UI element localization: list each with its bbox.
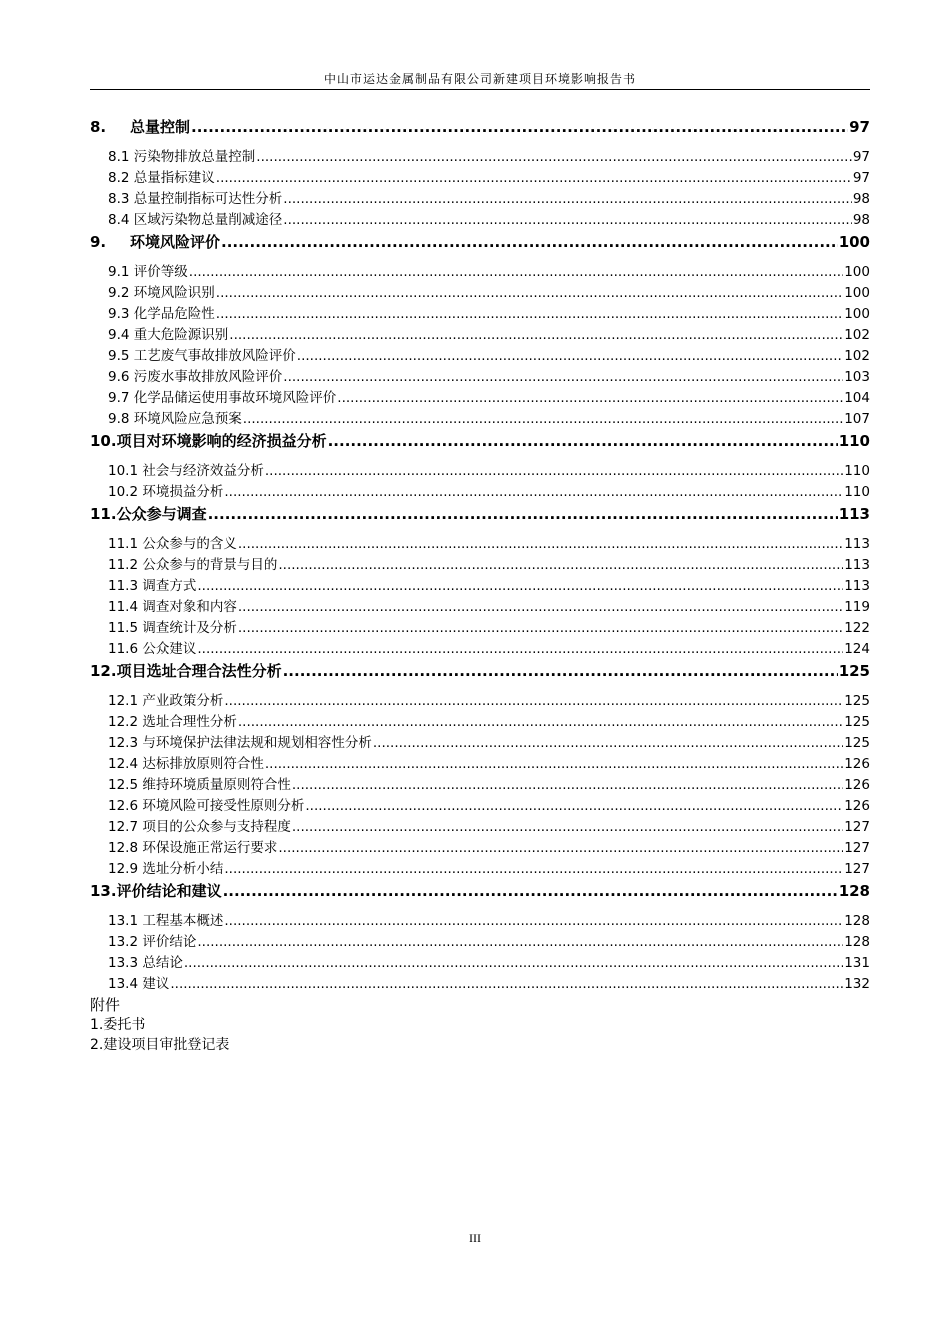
section-number: 9.1 xyxy=(108,264,130,280)
toc-chapter-entry[interactable] xyxy=(90,231,870,255)
chapter-page-number: 128 xyxy=(838,882,870,900)
appendix-block xyxy=(90,994,870,1054)
section-number: 9.4 xyxy=(108,327,130,343)
section-page-number: 124 xyxy=(844,641,870,657)
section-page-number: 100 xyxy=(844,285,870,301)
section-heading xyxy=(108,815,291,835)
section-heading xyxy=(108,637,196,657)
section-title: 选址合理性分析 xyxy=(142,714,237,730)
section-page-number: 100 xyxy=(844,264,870,280)
dot-leader xyxy=(197,641,843,657)
section-title: 化学品储运使用事故环境风险评价 xyxy=(133,390,337,406)
section-number: 11.1 xyxy=(108,536,139,552)
toc-section-entry[interactable] xyxy=(90,365,870,386)
chapter-number: 10. xyxy=(90,432,117,450)
toc-section-entry[interactable] xyxy=(90,344,870,365)
section-heading xyxy=(108,386,336,406)
dot-leader xyxy=(224,484,843,500)
section-title: 总量指标建议 xyxy=(133,170,215,186)
section-page-number: 98 xyxy=(852,191,870,207)
section-number: 9.6 xyxy=(108,369,130,385)
section-page-number: 125 xyxy=(844,693,870,709)
section-number: 13.1 xyxy=(108,913,139,929)
toc-section-entry[interactable] xyxy=(90,574,870,595)
toc-section-entry[interactable] xyxy=(90,532,870,553)
section-heading xyxy=(108,145,255,165)
chapter-number: 11. xyxy=(90,505,117,523)
section-page-number: 128 xyxy=(844,913,870,929)
toc-section-entry[interactable] xyxy=(90,208,870,229)
section-number: 9.7 xyxy=(108,390,130,406)
chapter-heading xyxy=(90,116,190,137)
toc-section-entry[interactable] xyxy=(90,386,870,407)
chapter-heading xyxy=(90,880,222,901)
section-title: 环境风险可接受性原则分析 xyxy=(142,798,305,814)
section-title: 评价等级 xyxy=(133,264,188,280)
section-heading xyxy=(108,972,169,992)
dot-leader xyxy=(208,505,838,523)
section-number: 8.3 xyxy=(108,191,130,207)
header-divider xyxy=(90,89,870,90)
section-heading xyxy=(108,281,215,301)
chapter-page-number: 100 xyxy=(838,233,870,251)
toc-section-entry[interactable] xyxy=(90,166,870,187)
running-header: 中山市运达金属制品有限公司新建项目环境影响报告书 xyxy=(323,72,636,86)
section-page-number: 97 xyxy=(852,149,870,165)
section-heading xyxy=(108,480,223,500)
section-heading xyxy=(108,836,277,856)
section-title: 维持环境质量原则符合性 xyxy=(142,777,291,793)
section-number: 12.7 xyxy=(108,819,139,835)
toc-section-entry[interactable] xyxy=(90,616,870,637)
toc-section-entry[interactable] xyxy=(90,302,870,323)
chapter-title: 项目对环境影响的经济损益分析 xyxy=(116,432,327,450)
section-heading xyxy=(108,166,215,186)
section-title: 公众参与的背景与目的 xyxy=(142,557,278,573)
toc-section-entry[interactable] xyxy=(90,752,870,773)
section-page-number: 113 xyxy=(844,536,870,552)
appendix-title: 附件 xyxy=(90,996,121,1014)
dot-leader xyxy=(224,913,843,929)
chapter-page-number: 113 xyxy=(838,505,870,523)
section-heading xyxy=(108,773,291,793)
section-number: 11.3 xyxy=(108,578,139,594)
section-heading xyxy=(108,407,242,427)
toc-section-entry[interactable] xyxy=(90,815,870,836)
dot-leader xyxy=(216,170,852,186)
section-heading xyxy=(108,344,296,364)
dot-leader xyxy=(216,306,843,322)
section-number: 12.4 xyxy=(108,756,139,772)
section-number: 9.2 xyxy=(108,285,130,301)
dot-leader xyxy=(292,777,843,793)
section-number: 9.8 xyxy=(108,411,130,427)
toc-section-entry[interactable] xyxy=(90,260,870,281)
section-number: 13.3 xyxy=(108,955,139,971)
dot-leader xyxy=(238,714,843,730)
dot-leader xyxy=(197,934,843,950)
toc-section-entry[interactable] xyxy=(90,836,870,857)
toc-section-entry[interactable] xyxy=(90,145,870,166)
section-page-number: 125 xyxy=(844,735,870,751)
section-heading xyxy=(108,260,188,280)
toc-section-entry[interactable] xyxy=(90,553,870,574)
section-title: 总结论 xyxy=(142,955,183,971)
section-heading xyxy=(108,574,196,594)
section-heading xyxy=(108,595,237,615)
chapter-heading xyxy=(90,660,282,681)
section-number: 13.2 xyxy=(108,934,139,950)
dot-leader xyxy=(297,348,843,364)
toc-section-entry[interactable] xyxy=(90,689,870,710)
dot-leader xyxy=(223,882,838,900)
dot-leader xyxy=(256,149,852,165)
toc-chapter-entry[interactable] xyxy=(90,880,870,904)
dot-leader xyxy=(191,118,848,136)
section-title: 总量控制指标可达性分析 xyxy=(133,191,283,207)
section-title: 环境风险识别 xyxy=(133,285,215,301)
toc-section-entry[interactable] xyxy=(90,637,870,658)
page-number: III xyxy=(469,1231,481,1245)
toc-section-entry[interactable] xyxy=(90,951,870,972)
dot-leader xyxy=(216,285,843,301)
toc-chapter-entry[interactable] xyxy=(90,660,870,684)
section-number: 8.4 xyxy=(108,212,130,228)
section-title: 评价结论 xyxy=(142,934,197,950)
section-heading xyxy=(108,930,196,950)
toc-section-entry[interactable] xyxy=(90,407,870,428)
section-number: 11.2 xyxy=(108,557,139,573)
dot-leader xyxy=(238,536,843,552)
section-heading xyxy=(108,794,304,814)
section-title: 调查统计及分析 xyxy=(142,620,237,636)
toc-section-entry[interactable] xyxy=(90,930,870,951)
chapter-title: 环境风险评价 xyxy=(130,233,221,251)
section-title: 公众参与的含义 xyxy=(142,536,237,552)
section-title: 化学品危险性 xyxy=(133,306,215,322)
section-page-number: 127 xyxy=(844,861,870,877)
toc-section-entry[interactable] xyxy=(90,187,870,208)
section-number: 13.4 xyxy=(108,976,139,992)
section-page-number: 110 xyxy=(844,484,870,500)
section-number: 12.3 xyxy=(108,735,139,751)
section-page-number: 126 xyxy=(844,798,870,814)
section-page-number: 122 xyxy=(844,620,870,636)
section-heading xyxy=(108,689,223,709)
section-page-number: 126 xyxy=(844,756,870,772)
section-number: 10.1 xyxy=(108,463,139,479)
section-heading xyxy=(108,752,264,772)
dot-leader xyxy=(278,840,843,856)
section-heading xyxy=(108,302,215,322)
section-heading xyxy=(108,710,237,730)
section-heading xyxy=(108,951,183,971)
section-page-number: 131 xyxy=(844,955,870,971)
chapter-page-number: 125 xyxy=(838,662,870,680)
section-number: 11.5 xyxy=(108,620,139,636)
chapter-title: 公众参与调查 xyxy=(116,505,207,523)
dot-leader xyxy=(305,798,843,814)
toc-chapter-entry[interactable] xyxy=(90,116,870,140)
section-page-number: 102 xyxy=(844,348,870,364)
dot-leader xyxy=(224,693,843,709)
section-title: 项目的公众参与支持程度 xyxy=(142,819,291,835)
section-number: 11.4 xyxy=(108,599,139,615)
chapter-heading xyxy=(90,503,207,524)
appendix-item[interactable]: 2.建设项目审批登记表 xyxy=(90,1037,230,1053)
section-title: 建议 xyxy=(142,976,170,992)
section-heading xyxy=(108,731,372,751)
chapter-number: 12. xyxy=(90,662,117,680)
section-page-number: 113 xyxy=(844,578,870,594)
toc-section-entry[interactable] xyxy=(90,710,870,731)
chapter-number: 9. xyxy=(90,233,107,251)
toc-section-entry[interactable] xyxy=(90,731,870,752)
toc-section-entry[interactable] xyxy=(90,595,870,616)
section-title: 选址分析小结 xyxy=(142,861,224,877)
section-title: 污染物排放总量控制 xyxy=(133,149,256,165)
dot-leader xyxy=(283,662,838,680)
section-title: 区域污染物总量削减途径 xyxy=(133,212,283,228)
section-title: 调查对象和内容 xyxy=(142,599,237,615)
section-number: 10.2 xyxy=(108,484,139,500)
toc-section-entry[interactable] xyxy=(90,323,870,344)
section-number: 9.3 xyxy=(108,306,130,322)
dot-leader xyxy=(229,327,843,343)
section-heading xyxy=(108,323,228,343)
section-title: 重大危险源识别 xyxy=(133,327,229,343)
section-page-number: 128 xyxy=(844,934,870,950)
toc-section-entry[interactable] xyxy=(90,773,870,794)
section-number: 9.5 xyxy=(108,348,130,364)
toc-section-entry[interactable] xyxy=(90,909,870,930)
section-heading xyxy=(108,532,237,552)
chapter-page-number: 110 xyxy=(838,432,870,450)
section-page-number: 127 xyxy=(844,840,870,856)
chapter-heading xyxy=(90,231,220,252)
dot-leader xyxy=(328,432,838,450)
dot-leader xyxy=(283,369,843,385)
section-title: 环境损益分析 xyxy=(142,484,224,500)
dot-leader xyxy=(170,976,843,992)
dot-leader xyxy=(265,463,843,479)
section-title: 社会与经济效益分析 xyxy=(142,463,264,479)
dot-leader xyxy=(221,233,838,251)
section-number: 8.2 xyxy=(108,170,130,186)
chapter-title: 项目选址合理合法性分析 xyxy=(116,662,282,680)
dot-leader xyxy=(184,955,843,971)
toc-chapter-entry[interactable] xyxy=(90,430,870,454)
dot-leader xyxy=(337,390,843,406)
chapter-heading xyxy=(90,430,327,451)
section-heading xyxy=(108,208,282,228)
section-title: 污废水事故排放风险评价 xyxy=(133,369,283,385)
chapter-page-number: 97 xyxy=(849,118,870,136)
section-number: 8.1 xyxy=(108,149,130,165)
section-page-number: 119 xyxy=(844,599,870,615)
toc-section-entry[interactable] xyxy=(90,281,870,302)
section-page-number: 126 xyxy=(844,777,870,793)
dot-leader xyxy=(238,599,843,615)
dot-leader xyxy=(283,191,852,207)
section-title: 公众建议 xyxy=(142,641,197,657)
toc-section-entry[interactable] xyxy=(90,794,870,815)
section-title: 与环境保护法律法规和规划相容性分析 xyxy=(142,735,372,751)
section-page-number: 104 xyxy=(844,390,870,406)
toc-section-entry[interactable] xyxy=(90,480,870,501)
dot-leader xyxy=(197,578,843,594)
section-number: 12.9 xyxy=(108,861,139,877)
chapter-number: 13. xyxy=(90,882,117,900)
dot-leader xyxy=(283,212,852,228)
chapter-title: 总量控制 xyxy=(130,118,191,136)
section-page-number: 97 xyxy=(852,170,870,186)
section-page-number: 132 xyxy=(844,976,870,992)
dot-leader xyxy=(278,557,843,573)
section-number: 12.6 xyxy=(108,798,139,814)
section-page-number: 102 xyxy=(844,327,870,343)
section-title: 达标排放原则符合性 xyxy=(142,756,264,772)
section-title: 环境风险应急预案 xyxy=(133,411,242,427)
section-heading xyxy=(108,857,223,877)
dot-leader xyxy=(265,756,843,772)
section-heading xyxy=(108,553,277,573)
dot-leader xyxy=(238,620,843,636)
section-number: 12.8 xyxy=(108,840,139,856)
section-title: 工程基本概述 xyxy=(142,913,224,929)
toc-section-entry[interactable] xyxy=(90,972,870,993)
dot-leader xyxy=(224,861,843,877)
toc-chapter-entry[interactable] xyxy=(90,503,870,527)
dot-leader xyxy=(373,735,843,751)
toc-section-entry[interactable] xyxy=(90,857,870,878)
table-of-contents xyxy=(90,114,870,1054)
section-page-number: 100 xyxy=(844,306,870,322)
section-page-number: 113 xyxy=(844,557,870,573)
section-page-number: 125 xyxy=(844,714,870,730)
section-page-number: 110 xyxy=(844,463,870,479)
section-page-number: 127 xyxy=(844,819,870,835)
section-number: 12.5 xyxy=(108,777,139,793)
section-heading xyxy=(108,365,282,385)
appendix-item[interactable]: 1.委托书 xyxy=(90,1017,146,1033)
dot-leader xyxy=(243,411,843,427)
section-heading xyxy=(108,187,282,207)
section-title: 环保设施正常运行要求 xyxy=(142,840,278,856)
section-number: 12.2 xyxy=(108,714,139,730)
section-page-number: 103 xyxy=(844,369,870,385)
section-title: 产业政策分析 xyxy=(142,693,224,709)
section-number: 12.1 xyxy=(108,693,139,709)
section-heading xyxy=(108,909,223,929)
dot-leader xyxy=(292,819,843,835)
section-page-number: 98 xyxy=(852,212,870,228)
chapter-title: 评价结论和建议 xyxy=(116,882,222,900)
section-number: 11.6 xyxy=(108,641,139,657)
section-heading xyxy=(108,616,237,636)
section-heading xyxy=(108,459,264,479)
section-title: 工艺废气事故排放风险评价 xyxy=(133,348,296,364)
chapter-number: 8. xyxy=(90,118,107,136)
section-page-number: 107 xyxy=(844,411,870,427)
section-title: 调查方式 xyxy=(142,578,197,594)
dot-leader xyxy=(189,264,843,280)
toc-section-entry[interactable] xyxy=(90,459,870,480)
